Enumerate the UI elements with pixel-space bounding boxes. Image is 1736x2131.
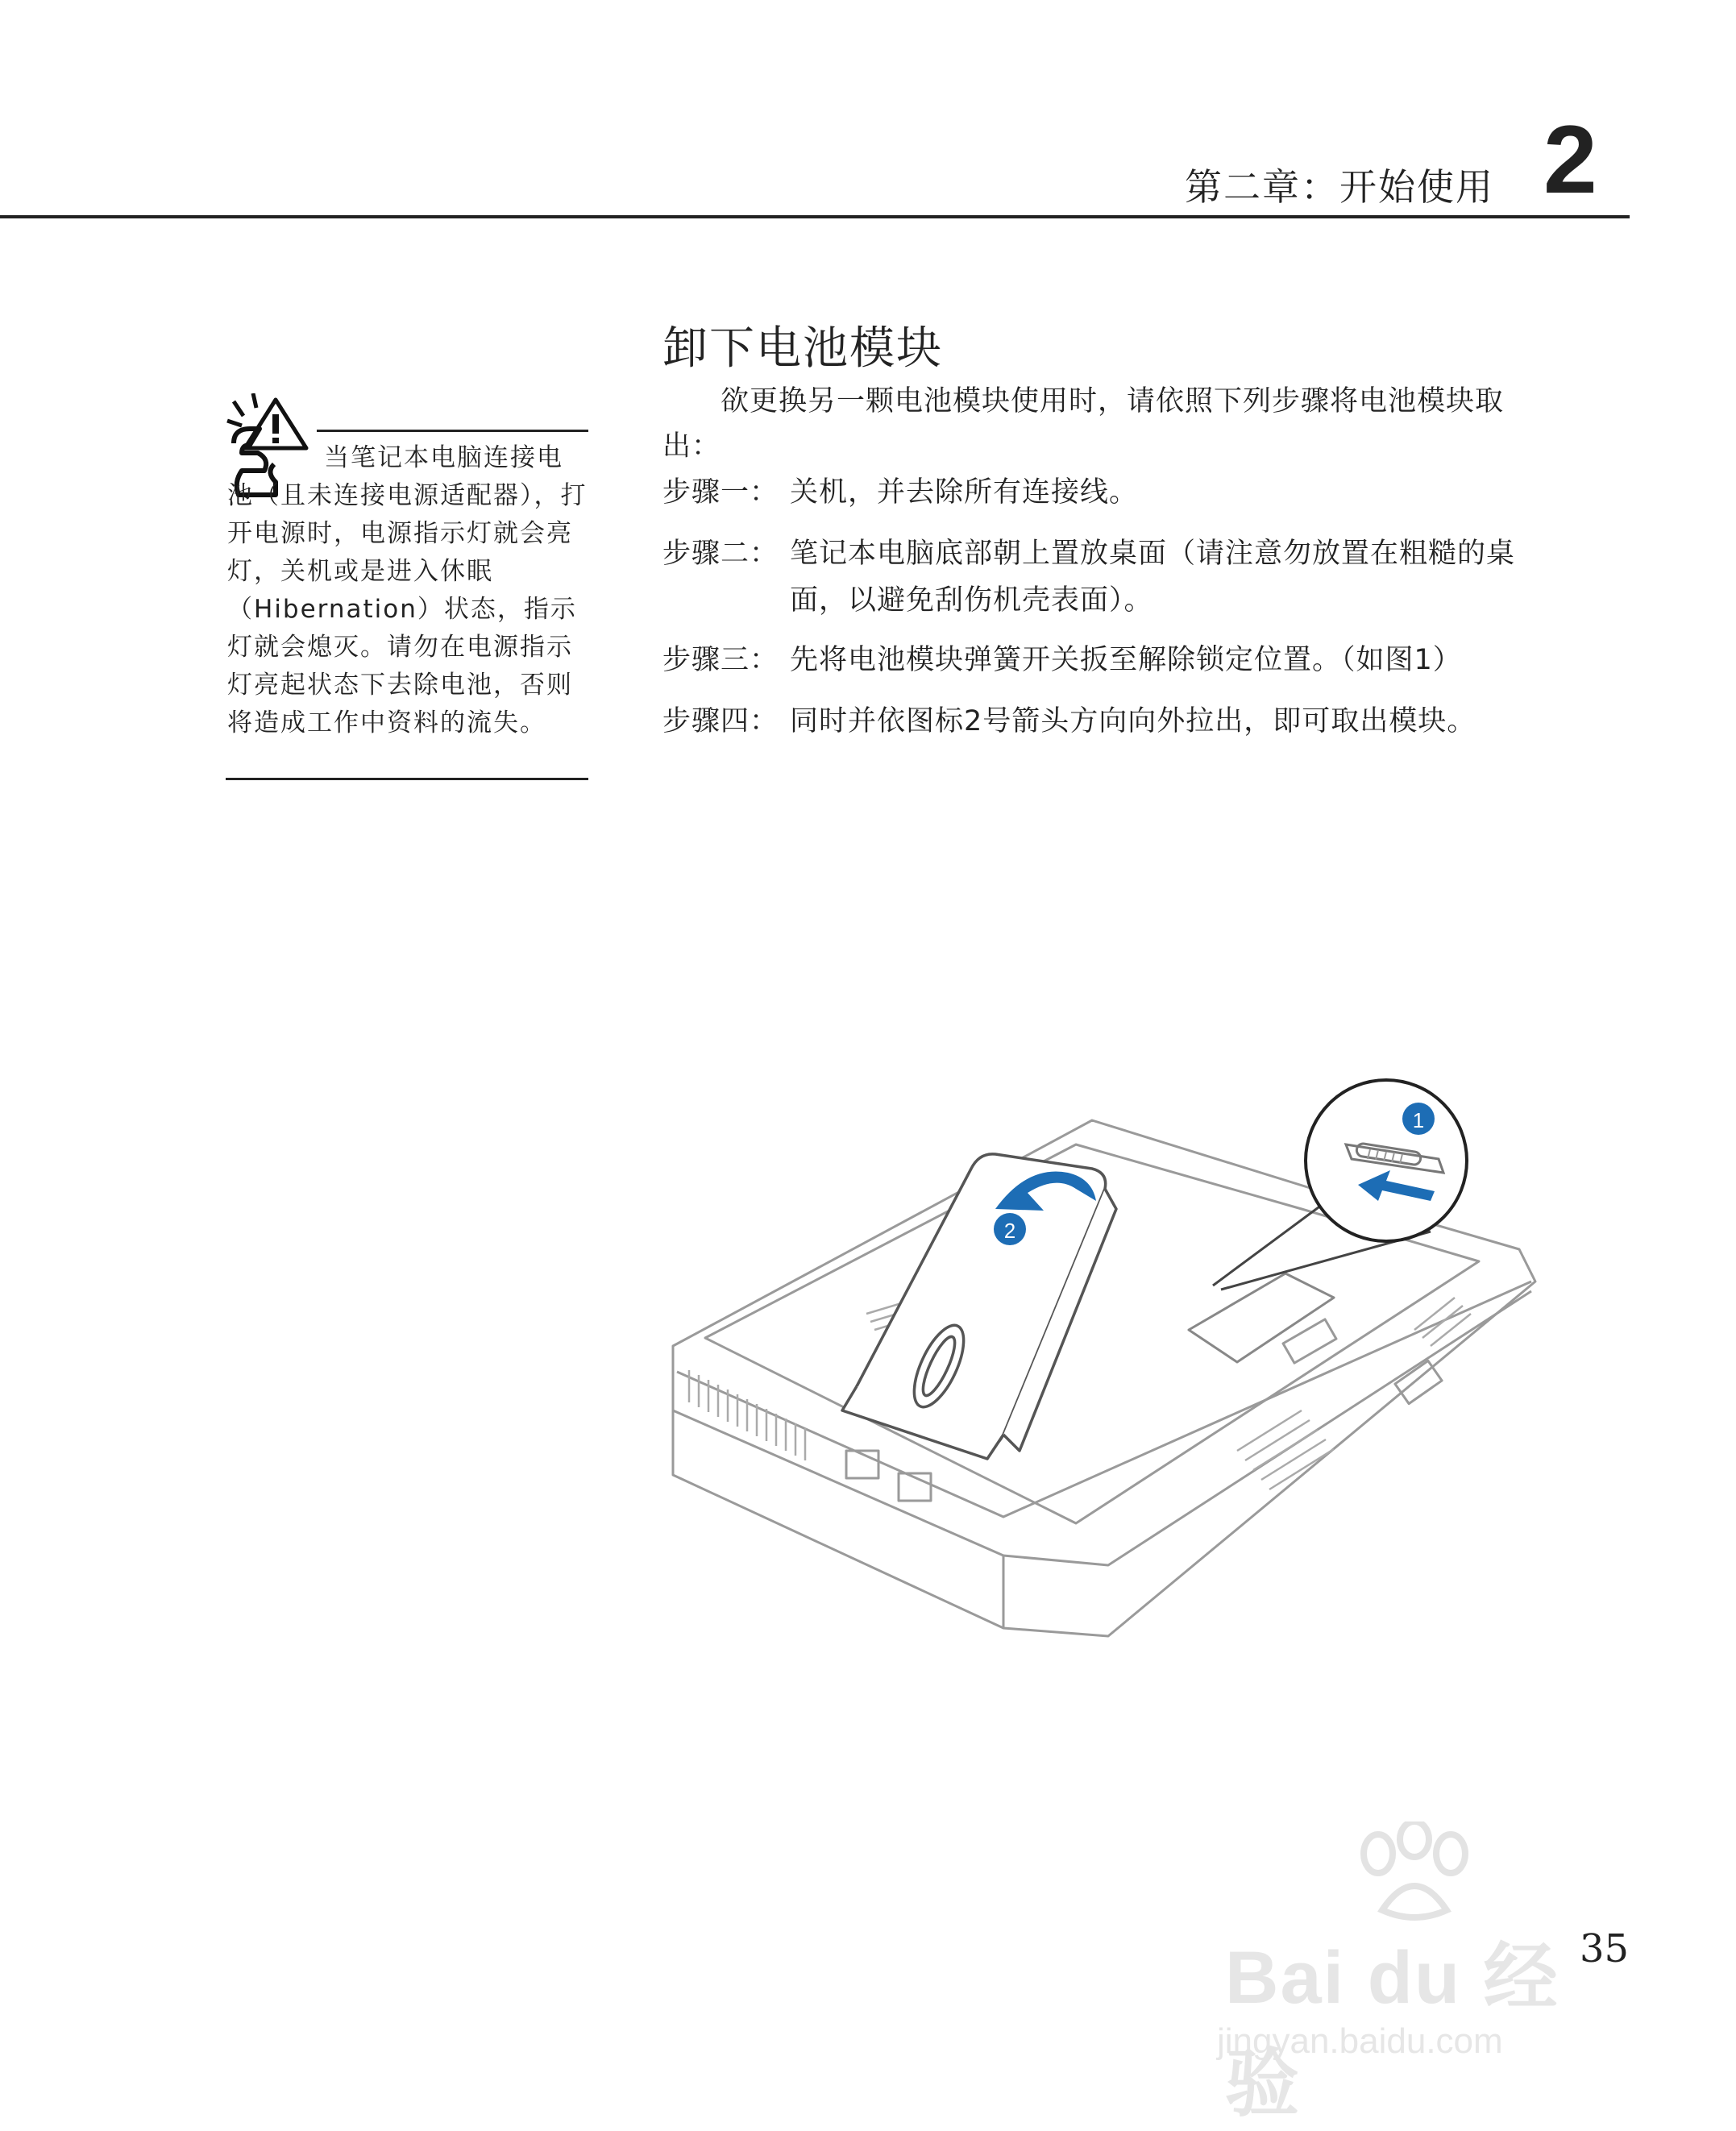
- callout-2-label: 2: [1003, 1219, 1016, 1243]
- step-4: [662, 698, 1549, 745]
- paw-logo-icon: [1346, 1822, 1483, 1926]
- step-text: 笔记本电脑底部朝上置放桌面（请注意勿放置在粗糙的桌面，以避免刮伤机壳表面）。: [790, 538, 1516, 617]
- step-3: [662, 637, 1549, 683]
- battery-removal-illustration: [657, 1072, 1543, 1652]
- battery-pack: [842, 1154, 1116, 1459]
- page-number: 35: [1580, 1926, 1630, 1971]
- note-rule-bottom: [226, 778, 588, 780]
- watermark-url: jingyan.baidu.com: [1217, 2021, 1503, 2061]
- note-rule-top: [317, 430, 588, 432]
- step-label: 步骤一：: [662, 476, 779, 509]
- note-text: [227, 439, 588, 742]
- chapter-title: 第二章：开始使用: [1185, 165, 1494, 209]
- header-rule: [0, 215, 1630, 218]
- note-body: 池（且未连接电源适配器），打开电源时，电源指示灯就会亮灯，关机或是进入休眠（Hibernation）状态，指示灯就会熄灭。请勿在电源指示灯亮起状态下去除电池，否则将造成工作中资料的流失。: [227, 481, 588, 737]
- step-label: 步骤四：: [662, 705, 779, 737]
- step-text: 同时并依图标2号箭头方向向外拉出，即可取出模块。: [790, 705, 1476, 737]
- step-2: [662, 530, 1549, 624]
- step-1: [662, 469, 1549, 516]
- step-label: 步骤三：: [662, 644, 779, 676]
- baidu-watermark: [1209, 1822, 1628, 2125]
- callout-1-label: 1: [1412, 1108, 1425, 1132]
- watermark-brand: Bai du 经验: [1225, 1937, 1559, 2125]
- intro-paragraph: [662, 379, 1549, 469]
- note-first-line: 当笔记本电脑连接电: [324, 443, 563, 472]
- intro-text: 欲更换另一颗电池模块使用时，请依照下列步骤将电池模块取出：: [662, 385, 1505, 463]
- step-text: 关机，并去除所有连接线。: [790, 476, 1139, 509]
- step-text: 先将电池模块弹簧开关扳至解除锁定位置。（如图1）: [790, 644, 1462, 676]
- chapter-number: 2: [1543, 106, 1597, 214]
- step-label: 步骤二：: [662, 538, 779, 570]
- section-title: 卸下电池模块: [662, 322, 943, 375]
